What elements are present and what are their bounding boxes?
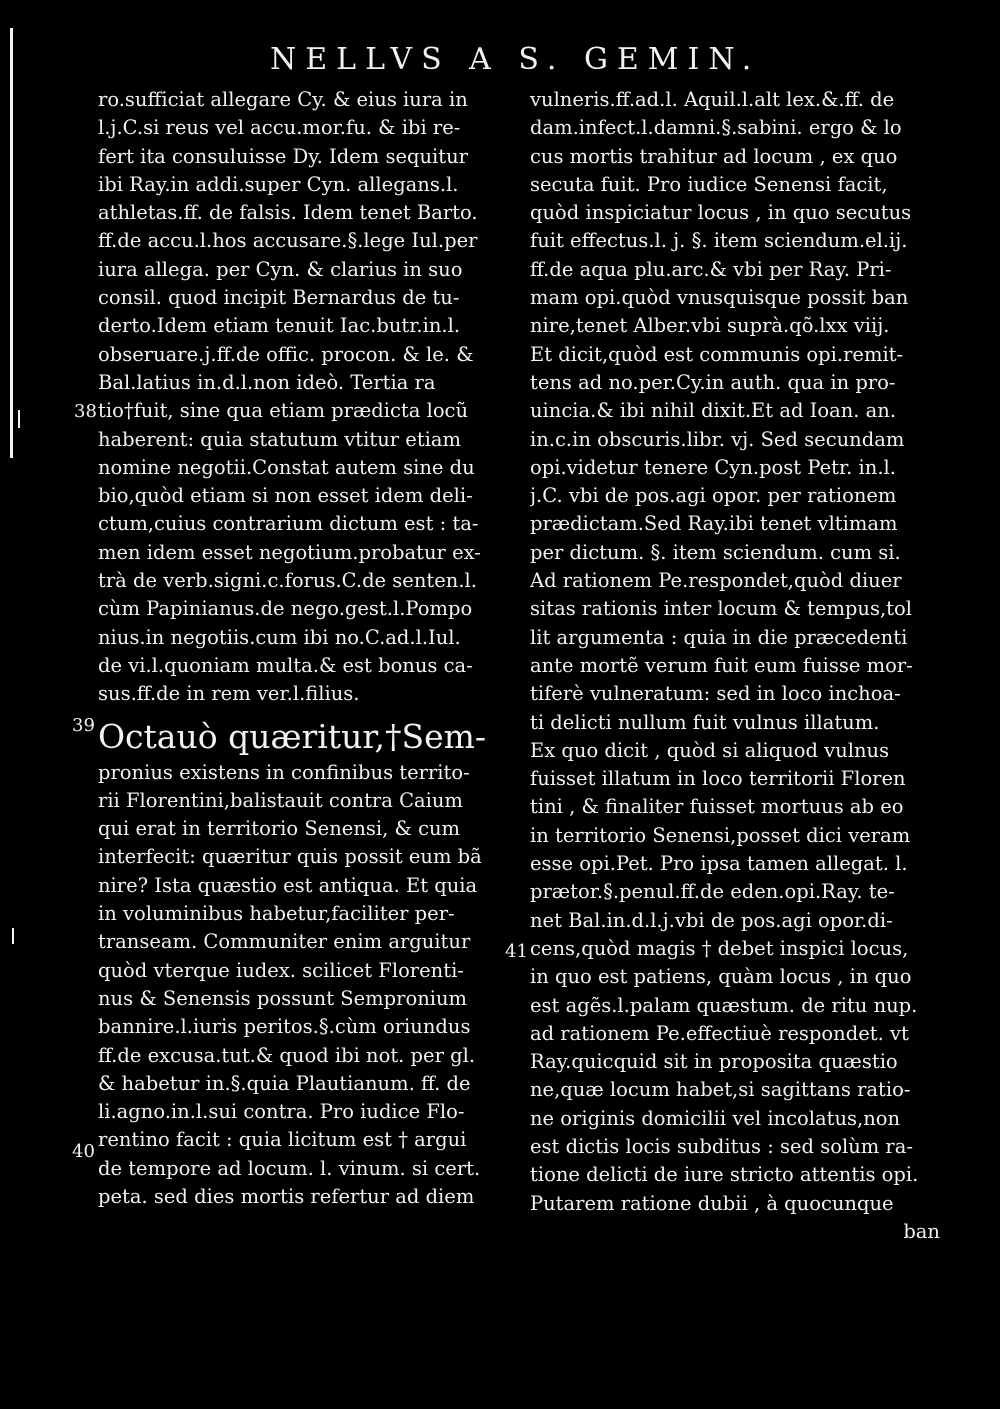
text-line: esse opi.Pet. Pro ipsa tamen allegat. l. (530, 852, 908, 876)
text-line: qui erat in territorio Senensi, & cum (98, 817, 461, 841)
text-line: consil. quod incipit Bernardus de tu- (98, 286, 460, 310)
text-line: secuta fuit. Pro iudice Senensi facit, (530, 172, 888, 196)
text-line: ctum,cuius contrarium dictum est : ta- (98, 512, 479, 536)
text-line: net Bal.in.d.l.j.vbi de pos.agi opor.di- (530, 908, 893, 932)
text-line: haberent: quia statutum vtitur etiam (98, 427, 462, 451)
text-line: est agẽs.l.palam quæstum. de ritu nup. (530, 993, 918, 1017)
text-line: transeam. Communiter enim arguitur (98, 930, 471, 954)
text-line: sus.ff.de in rem ver.l.filius. (98, 682, 360, 706)
text-line: pronius existens in confinibus territo- (98, 760, 470, 784)
text-line: tiferè vulneratum: sed in loco inchoa- (530, 682, 901, 706)
text-line: tio†fuit, sine qua etiam prædicta locũ (98, 399, 469, 423)
text-line: derto.Idem etiam tenuit Iac.butr.in.l. (98, 314, 461, 338)
text-line: tens ad no.per.Cy.in auth. qua in pro- (530, 370, 896, 394)
text-line: rentino facit : quia licitum est † argui (98, 1128, 467, 1152)
text-line: athletas.ff. de falsis. Idem tenet Barto. (98, 201, 478, 225)
text-line: ff.de accu.l.hos accusare.§.lege Iul.per (98, 229, 478, 253)
text-line: ne originis domicilii vel incolatus,non (530, 1106, 901, 1130)
text-line: prædictam.Sed Ray.ibi tenet vltimam (530, 512, 898, 536)
text-line: quòd vterque iudex. scilicet Florenti- (98, 958, 464, 982)
text-line: per dictum. §. item sciendum. cum si. (530, 540, 901, 564)
margin-number-41: 41 (505, 941, 528, 962)
text-line: Putarem ratione dubii , à quocunque (530, 1191, 894, 1215)
text-line: Ray.quicquid sit in proposita quæstio (530, 1050, 898, 1074)
catchword: ban (903, 1219, 940, 1243)
page-edge-line (10, 28, 13, 458)
text-line: tini , & finaliter fuisset mortuus ab eo (530, 795, 904, 819)
text-line: in territorio Senensi,posset dici veram (530, 823, 911, 847)
text-line: iura allega. per Cyn. & clarius in suo (98, 257, 463, 281)
text-line: & habetur in.§.quia Plautianum. ff. de (98, 1071, 471, 1095)
text-line: ti delicti nullum fuit vulnus illatum. (530, 710, 880, 734)
text-line: nire? Ista quæstio est antiqua. Et quia (98, 873, 478, 897)
text-line: est dictis locis subditus : sed solùm ra- (530, 1134, 913, 1158)
text-line: uincia.& ibi nihil dixit.Et ad Ioan. an. (530, 399, 897, 423)
text-line: in voluminibus habetur,faciliter per- (98, 902, 455, 926)
text-line: ff.de excusa.tut.& quod ibi not. per gl. (98, 1043, 476, 1067)
text-line: trà de verb.signi.c.forus.C.de senten.l. (98, 569, 477, 593)
text-line: obseruare.j.ff.de offic. procon. & le. & (98, 342, 474, 366)
text-line: bio,quòd etiam si non esset idem deli- (98, 484, 473, 508)
text-line: cùm Papinianus.de nego.gest.l.Pompo (98, 597, 473, 621)
text-line: interfecit: quæritur quis possit eum bã (98, 845, 482, 869)
text-line: ro.sufficiat allegare Cy. & eius iura in (98, 88, 468, 111)
section-heading: Octauò quæritur,†Sem- (98, 716, 487, 756)
text-line: men idem esset negotium.probatur ex- (98, 540, 481, 564)
text-line: Ex quo dicit , quòd si aliquod vulnus (530, 738, 890, 762)
text-line: cens,quòd magis † debet inspici locus, (530, 936, 909, 960)
text-line: in.c.in obscuris.libr. vj. Sed secundam (530, 427, 905, 451)
text-line: fuisset illatum in loco territorii Floren (530, 767, 906, 791)
margin-number-39: 39 (72, 715, 95, 736)
text-line: in quo est patiens, quàm locus , in quo (530, 965, 912, 989)
text-line: ibi Ray.in addi.super Cyn. allegans.l. (98, 172, 459, 196)
text-line: Et dicit,quòd est communis opi.remit- (530, 342, 904, 366)
text-line: Bal.latius in.d.l.non ideò. Tertia ra (98, 370, 436, 394)
text-line: fuit effectus.l. j. §. item sciendum.el.ij. (530, 229, 908, 253)
running-title: NELLVS A S. GEMIN. (270, 42, 761, 77)
text-line: li.agno.in.l.sui contra. Pro iudice Flo- (98, 1100, 465, 1124)
right-column (530, 86, 940, 1246)
text-line: opi.videtur tenere Cyn.post Petr. in.l. (530, 455, 896, 479)
page-edge-tick (18, 410, 20, 428)
text-line: prætor.§.penul.ff.de eden.opi.Ray. te- (530, 880, 895, 904)
text-line: lit argumenta : quia in die præcedenti (530, 625, 908, 649)
text-line: sitas rationis inter locum & tempus,tol (530, 597, 912, 621)
text-line: rii Florentini,balistauit contra Caium (98, 788, 463, 812)
text-line: nire,tenet Alber.vbi suprà.qõ.lxx viij. (530, 314, 890, 338)
text-line: bannire.l.iuris peritos.§.cùm oriundus (98, 1015, 471, 1039)
text-line: ad rationem Pe.effectiuè respondet. vt (530, 1021, 909, 1045)
text-line: cus mortis trahitur ad locum , ex quo (530, 144, 898, 168)
text-line: dam.infect.l.damni.§.sabini. ergo & lo (530, 116, 902, 140)
text-line: j.C. vbi de pos.agi opor. per rationem (530, 484, 897, 508)
text-line: vulneris.ff.ad.l. Aquil.l.alt lex.&.ff. de (530, 88, 895, 111)
text-line: de vi.l.quoniam multa.& est bonus ca- (98, 653, 473, 677)
text-line: de tempore ad locum. l. vinum. si cert. (98, 1156, 481, 1180)
text-line: mam opi.quòd vnusquisque possit ban (530, 286, 909, 310)
text-line: ne,quæ locum habet,si sagittans ratio- (530, 1078, 911, 1102)
text-line: quòd inspiciatur locus , in quo secutus (530, 201, 912, 225)
text-line: l.j.C.si reus vel accu.mor.fu. & ibi re- (98, 116, 461, 140)
text-line: ante mortẽ verum fuit eum fuisse mor- (530, 653, 913, 677)
text-line: nius.in negotiis.cum ibi no.C.ad.l.Iul. (98, 625, 461, 649)
text-line: Ad rationem Pe.respondet,quòd diuer (530, 569, 902, 593)
text-line: nomine negotii.Constat autem sine du (98, 455, 475, 479)
text-line: ff.de aqua plu.arc.& vbi per Ray. Pri- (530, 257, 892, 281)
text-line: nus & Senensis possunt Sempronium (98, 986, 468, 1010)
page-edge-tick (12, 928, 14, 944)
left-column (98, 86, 504, 1211)
text-line: tione delicti de iure stricto attentis opi. (530, 1163, 919, 1187)
margin-number-40: 40 (72, 1141, 95, 1162)
text-line: peta. sed dies mortis refertur ad diem (98, 1184, 475, 1208)
margin-number-38: 38 (74, 401, 97, 422)
text-line: fert ita consuluisse Dy. Idem sequitur (98, 144, 468, 168)
